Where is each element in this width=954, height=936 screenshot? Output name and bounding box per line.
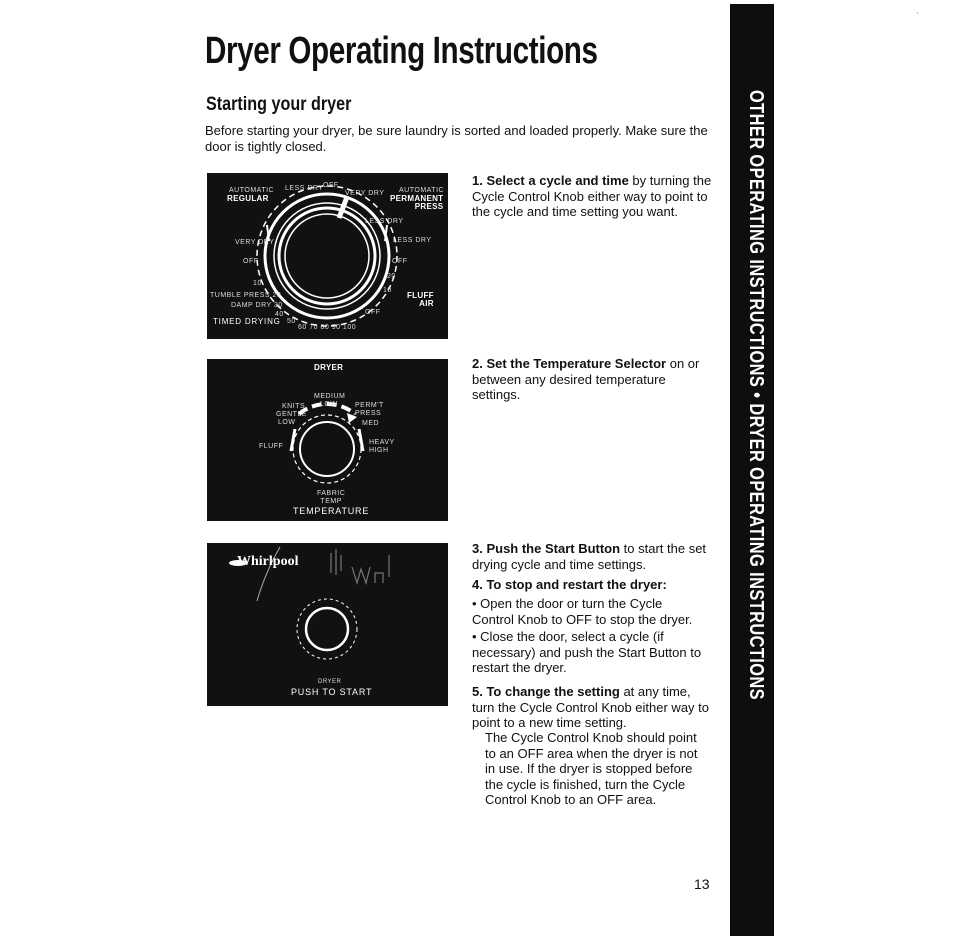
automatic-label: AUTOMATIC bbox=[229, 187, 275, 194]
step-5-text: at any time, turn the Cycle Control Knob either way to point to a new time setting. bbox=[472, 684, 710, 730]
step-3-heading: 3. Push the Start Button bbox=[472, 541, 621, 556]
cycle-control-panel bbox=[207, 173, 448, 339]
temperature-label: TEMPERATURE bbox=[293, 506, 370, 516]
step-4-heading: 4. To stop and restart the dryer: bbox=[472, 577, 667, 592]
tumble-press-label: TUMBLE PRESS 20 bbox=[210, 292, 282, 299]
page-number: 13 bbox=[694, 876, 710, 892]
ten-left-label: 10 bbox=[253, 280, 262, 287]
sidebar-text: OTHER OPERATING INSTRUCTIONS • DRYER OPERATING INSTRUCTIONS bbox=[745, 90, 767, 701]
forty-label: 40 bbox=[275, 311, 284, 318]
temperature-selector-panel bbox=[207, 359, 448, 521]
step-1 bbox=[472, 173, 712, 220]
fifty-label: 50 bbox=[287, 318, 296, 325]
ten-right-label: 10 bbox=[383, 287, 392, 294]
medium-label: MEDIUM bbox=[314, 393, 346, 400]
off-top-label: OFF bbox=[323, 182, 339, 189]
very-dry-label: VERY DRY bbox=[345, 190, 385, 197]
permanent-press-label: PERMANENT PRESS bbox=[390, 194, 444, 211]
heavy-label: HEAVY bbox=[369, 439, 395, 446]
less-dry-label: LESS DRY bbox=[285, 185, 324, 192]
very-dry-label-2: VERY DRY bbox=[235, 239, 275, 246]
less-dry-label-3: LESS DRY bbox=[393, 237, 432, 244]
perm-press-label: PERM'T PRESS bbox=[355, 402, 384, 417]
time-scale-label: 60 70 80 90 100 bbox=[298, 324, 357, 331]
step-2 bbox=[472, 356, 712, 403]
twenty-right-label: 20 bbox=[387, 273, 396, 280]
step-4-bullet-2: • Close the door, select a cycle (if necessary) and push the Start Button to restart the dryer. bbox=[472, 629, 702, 675]
page-title: Dryer Operating Instructions bbox=[205, 30, 598, 72]
off-bottom-label: OFF bbox=[365, 309, 381, 316]
gentle-label: GENTLE bbox=[276, 411, 308, 418]
dryer-label: DRYER bbox=[314, 363, 344, 372]
automatic-label-2: AUTOMATIC bbox=[399, 187, 445, 194]
section-heading: Starting your dryer bbox=[206, 94, 352, 115]
high-label: HIGH bbox=[369, 447, 389, 454]
step-5-note: The Cycle Control Knob should point to an OFF area when the dryer is not in use. If the dryer is stopped before the cycle is finished, turn the Cycle Control Knob to an OFF area. bbox=[485, 730, 698, 807]
low-label: LOW bbox=[320, 401, 338, 408]
push-to-start-button[interactable]: PUSH TO START bbox=[291, 687, 373, 697]
start-button-panel bbox=[207, 543, 448, 706]
fluff-air-label: FLUFF AIR bbox=[407, 291, 434, 308]
step-5 bbox=[472, 684, 712, 731]
knits-label: KNITS bbox=[282, 403, 306, 410]
timed-drying-label: TIMED DRYING bbox=[213, 317, 281, 326]
regular-label: REGULAR bbox=[227, 194, 269, 203]
damp-dry-label: DAMP DRY 30 bbox=[231, 302, 283, 309]
off-right-label: OFF bbox=[392, 258, 408, 265]
fabric-temp-label: FABRIC TEMP bbox=[317, 490, 346, 505]
med-label: MED bbox=[362, 420, 380, 427]
step-3-text: to start the set drying cycle and time settings. bbox=[472, 541, 707, 572]
step-2-heading: 2. Set the Temperature Selector bbox=[472, 356, 667, 371]
fluff-label: FLUFF bbox=[259, 443, 284, 450]
step-3 bbox=[472, 541, 712, 572]
less-dry-label-2: LESS DRY bbox=[365, 218, 404, 225]
whirlpool-logo: Whirlpool bbox=[237, 554, 299, 569]
edge-mark bbox=[917, 12, 918, 14]
intro-paragraph: Before starting your dryer, be sure laundry is sorted and loaded properly. Make sure the door is tightly closed. bbox=[205, 123, 708, 154]
step-1-text: by turning the Cycle Control Knob either way to point to the cycle and time setting you want. bbox=[472, 173, 712, 219]
step-2-text: on or between any desired temperature settings. bbox=[472, 356, 700, 402]
step-1-heading: 1. Select a cycle and time bbox=[472, 173, 629, 188]
off-left-label: OFF bbox=[243, 258, 259, 265]
low-label-2: LOW bbox=[278, 419, 296, 426]
step-4-bullet-1: • Open the door or turn the Cycle Control Knob to OFF to stop the dryer. bbox=[472, 596, 693, 627]
step-4 bbox=[472, 577, 712, 593]
step-5-heading: 5. To change the setting bbox=[472, 684, 620, 699]
dryer-small-label: DRYER bbox=[318, 679, 342, 685]
section-sidebar-tab bbox=[730, 4, 774, 936]
